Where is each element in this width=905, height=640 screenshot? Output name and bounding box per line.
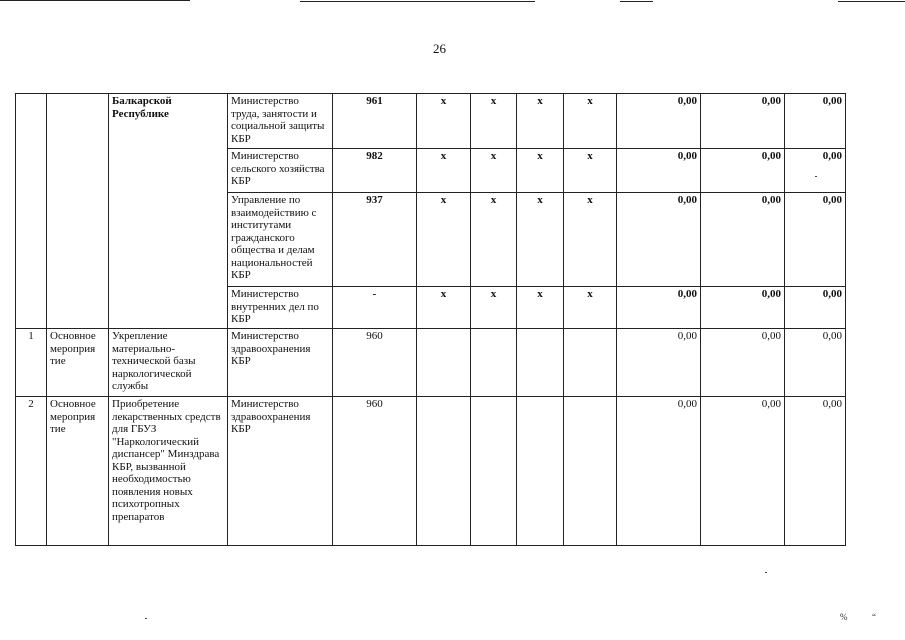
row-number-cell: 2: [16, 397, 47, 546]
row-number-cell: [16, 94, 47, 329]
amount-cell: 0,00: [617, 149, 701, 193]
amount-cell: 0,00: [785, 149, 846, 193]
mark-cell: x: [417, 193, 471, 287]
mark-cell: x: [564, 287, 617, 329]
mark-cell: [564, 397, 617, 546]
code-cell: 961: [333, 94, 417, 149]
amount-cell: 0,00: [617, 287, 701, 329]
row-number-cell: 1: [16, 329, 47, 397]
executor-cell: Министерство здравоохранения КБР: [228, 329, 333, 397]
mark-cell: [564, 329, 617, 397]
scan-speck: %: [840, 612, 848, 622]
amount-cell: 0,00: [701, 287, 785, 329]
mark-cell: x: [471, 287, 517, 329]
mark-cell: x: [517, 287, 564, 329]
amount-cell: 0,00: [785, 329, 846, 397]
activity-name-cell: Укрепление материально-технической базы наркологической службы: [109, 329, 228, 397]
code-cell: 937: [333, 193, 417, 287]
amount-cell: 0,00: [617, 329, 701, 397]
mark-cell: [417, 329, 471, 397]
mark-cell: x: [471, 193, 517, 287]
mark-cell: [417, 397, 471, 546]
mark-cell: [517, 329, 564, 397]
amount-cell: 0,00: [617, 94, 701, 149]
mark-cell: x: [417, 94, 471, 149]
scan-artifact-line: [620, 1, 653, 2]
amount-cell: 0,00: [701, 193, 785, 287]
scan-artifact-line: [300, 1, 535, 2]
amount-cell: 0,00: [617, 397, 701, 546]
group-label-cell: Балкарской Республике: [109, 94, 228, 329]
amount-cell: 0,00: [701, 149, 785, 193]
row-type-cell: [47, 94, 109, 329]
mark-cell: x: [517, 94, 564, 149]
code-cell: -: [333, 287, 417, 329]
amount-cell: 0,00: [701, 397, 785, 546]
program-budget-table: [15, 93, 846, 546]
table-row: [16, 329, 846, 397]
amount-cell: 0,00: [785, 94, 846, 149]
executor-cell: Министерство труда, занятости и социальной защиты КБР: [228, 94, 333, 149]
mark-cell: x: [417, 287, 471, 329]
activity-name-cell: Приобретение лекарственных средств для ГБУЗ "Наркологический диспансер" Минздрава КБР, вызванной необходимостью появления новых психотропных препаратов: [109, 397, 228, 546]
mark-cell: x: [517, 193, 564, 287]
scan-speck: [765, 572, 767, 573]
scan-artifact-line: [0, 0, 190, 1]
executor-cell: Министерство здравоохранения КБР: [228, 397, 333, 546]
scan-speck: “: [872, 612, 876, 622]
mark-cell: x: [471, 149, 517, 193]
amount-cell: 0,00: [617, 193, 701, 287]
amount-cell: 0,00: [701, 94, 785, 149]
executor-cell: Управление по взаимодействию с институтами гражданского общества и делам национальностей КБР: [228, 193, 333, 287]
amount-cell: 0,00: [785, 193, 846, 287]
mark-cell: x: [564, 149, 617, 193]
mark-cell: [517, 397, 564, 546]
page-number: 26: [433, 41, 446, 56]
table-row: [16, 94, 846, 149]
mark-cell: x: [417, 149, 471, 193]
row-type-cell: Основное мероприя тие: [47, 329, 109, 397]
code-cell: 960: [333, 397, 417, 546]
mark-cell: x: [517, 149, 564, 193]
table-row: [16, 397, 846, 546]
scan-speck: [145, 618, 147, 619]
code-cell: 982: [333, 149, 417, 193]
mark-cell: x: [564, 94, 617, 149]
mark-cell: x: [471, 94, 517, 149]
code-cell: 960: [333, 329, 417, 397]
mark-cell: [471, 329, 517, 397]
row-type-cell: Основное мероприя тие: [47, 397, 109, 546]
mark-cell: [471, 397, 517, 546]
executor-cell: Министерство сельского хозяйства КБР: [228, 149, 333, 193]
mark-cell: x: [564, 193, 617, 287]
scan-artifact-line: [838, 1, 905, 2]
scan-speck: [815, 176, 817, 177]
amount-cell: 0,00: [701, 329, 785, 397]
executor-cell: Министерство внутренних дел по КБР: [228, 287, 333, 329]
amount-cell: 0,00: [785, 287, 846, 329]
amount-cell: 0,00: [785, 397, 846, 546]
